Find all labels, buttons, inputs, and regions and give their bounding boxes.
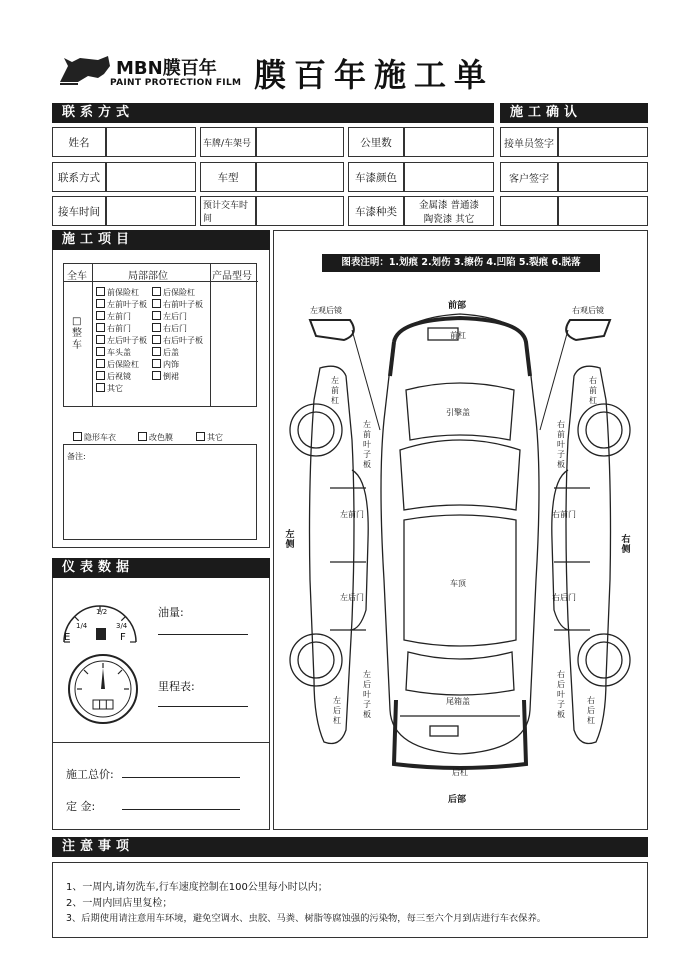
customer-sign-label: 客户签字 <box>500 162 558 192</box>
part-check-2[interactable]: 左前叶子板 <box>96 299 147 310</box>
extra-check-color[interactable]: 改色膜 <box>138 432 173 443</box>
right-front-fender-label: 右前叶子板 <box>557 420 565 469</box>
gauge-half: 1/2 <box>96 608 108 616</box>
col-part: 局部部位 <box>128 271 168 282</box>
left-front-fender-label: 左前叶子板 <box>363 420 371 469</box>
right-view-outline <box>566 366 611 743</box>
part-check-15[interactable]: 倒裙 <box>152 371 179 382</box>
fuel-field[interactable] <box>158 634 248 635</box>
full-car-label: 整车 <box>72 328 82 351</box>
confirm-blank-2[interactable] <box>558 196 648 226</box>
note-3: 3、后期使用请注意用车环境，避免空调水、虫胶、马粪、树脂等腐蚀强的污染物，每三至六个月到店进行车衣保养。 <box>66 913 547 924</box>
staff-sign-label: 接单员签字 <box>500 127 558 157</box>
meter-header: 仪表数据 <box>52 558 270 578</box>
part-check-10[interactable]: 车头盖 <box>96 347 131 358</box>
mileage-field[interactable] <box>404 127 494 157</box>
confirm-header: 施工确认 <box>500 103 648 123</box>
phone-label: 联系方式 <box>52 162 106 192</box>
right-front-bar-label: 右前杠 <box>589 376 597 405</box>
roof-label: 车顶 <box>450 579 466 588</box>
note-1: 1、一周内,请勿洗车,行车速度控制在100公里每小时以内； <box>66 882 328 893</box>
right-rear-door-label: 右后门 <box>552 593 576 602</box>
fuel-label: 油量: <box>158 606 184 619</box>
delivery-time-field[interactable] <box>256 196 344 226</box>
paint-options-line1: 金属漆 普通漆 <box>418 200 480 211</box>
paint-type-label: 车漆种类 <box>348 196 404 226</box>
gauge-three-quarter: 3/4 <box>116 622 128 630</box>
pickup-time-field[interactable] <box>106 196 196 226</box>
col-full: 全车 <box>67 271 87 282</box>
contact-header: 联系方式 <box>52 103 494 123</box>
full-car-checkbox[interactable]: □ <box>72 316 82 327</box>
mileage-label: 公里数 <box>348 127 404 157</box>
right-front-door-label: 右前门 <box>552 510 576 519</box>
items-header: 施工项目 <box>52 230 270 250</box>
diagram-right: 右侧 <box>621 535 631 555</box>
staff-sign-field[interactable] <box>558 127 648 157</box>
note-2: 2、一周内回店里复检； <box>66 898 173 909</box>
part-check-12[interactable]: 后保险杠 <box>96 359 139 370</box>
remark-label: 备注: <box>67 452 86 461</box>
rear-bumper-label: 后杠 <box>452 768 468 777</box>
customer-sign-field[interactable] <box>558 162 648 192</box>
left-front-door-label: 左前门 <box>340 510 364 519</box>
paint-type-options[interactable] <box>404 196 494 226</box>
fuel-gauge-icon <box>58 590 142 650</box>
confirm-blank-1[interactable] <box>500 196 558 226</box>
diagram-front: 前部 <box>448 301 467 311</box>
top-view-outline <box>381 314 539 754</box>
deposit-field[interactable] <box>122 798 240 810</box>
left-front-bar-label: 左前杠 <box>331 376 339 405</box>
part-check-16[interactable]: 其它 <box>96 383 123 394</box>
part-check-8[interactable]: 左后叶子板 <box>96 335 147 346</box>
phone-field[interactable] <box>106 162 196 192</box>
extra-check-ppf[interactable]: 隐形车衣 <box>73 432 116 443</box>
col-product: 产品型号 <box>212 271 252 282</box>
left-rear-bar-label: 左后杠 <box>333 696 341 725</box>
part-check-3[interactable]: 右前叶子板 <box>152 299 203 310</box>
trunk-label: 尾箱盖 <box>446 697 470 706</box>
part-check-5[interactable]: 左后门 <box>152 311 187 322</box>
paint-options-line2: 陶瓷漆 其它 <box>423 214 475 225</box>
part-check-4[interactable]: 左前门 <box>96 311 131 322</box>
delivery-time-label: 预计交车时间 <box>200 196 256 226</box>
plate-field[interactable] <box>256 127 344 157</box>
deposit-text: 定 金: <box>66 800 96 813</box>
gauge-quarter: 1/4 <box>76 622 88 630</box>
part-check-13[interactable]: 内饰 <box>152 359 179 370</box>
right-rear-bar-label: 右后杠 <box>587 696 595 725</box>
brand-name: MBN膜百年 <box>116 58 217 79</box>
paint-color-label: 车漆颜色 <box>348 162 404 192</box>
diagram-legend: 图表注明：1.划痕 2.划伤 3.擦伤 4.凹陷 5.裂痕 6.脱落 <box>322 254 600 272</box>
notes-header: 注意事项 <box>52 837 648 857</box>
model-field[interactable] <box>256 162 344 192</box>
gauge-empty: E <box>64 632 71 643</box>
paint-color-field[interactable] <box>404 162 494 192</box>
part-check-11[interactable]: 后盖 <box>152 347 179 358</box>
gauge-full: F <box>120 632 126 643</box>
right-rear-fender-label: 右后叶子板 <box>557 670 565 719</box>
part-check-9[interactable]: 右后叶子板 <box>152 335 203 346</box>
part-check-1[interactable]: 后保险杠 <box>152 287 195 298</box>
brand-logo <box>58 52 114 88</box>
left-rear-fender-label: 左后叶子板 <box>363 670 371 719</box>
part-check-6[interactable]: 右前门 <box>96 323 131 334</box>
left-rear-door-label: 左后门 <box>340 593 364 602</box>
hood-label: 引擎盖 <box>446 408 470 417</box>
name-field[interactable] <box>106 127 196 157</box>
right-mirror-label: 右观后镜 <box>572 306 604 315</box>
bull-icon <box>58 52 114 88</box>
mileage-meter-field[interactable] <box>158 706 248 707</box>
page-title: 膜百年施工单 <box>254 56 495 94</box>
left-view-outline <box>310 366 355 743</box>
total-field[interactable] <box>122 766 240 778</box>
mileage-meter-label: 里程表: <box>158 680 195 693</box>
diagram-rear: 后部 <box>448 795 467 805</box>
remark-box[interactable] <box>63 444 257 540</box>
total-label: 施工总价: <box>66 768 114 781</box>
model-label: 车型 <box>200 162 256 192</box>
extra-check-other[interactable]: 其它 <box>196 432 223 443</box>
diagram-left: 左侧 <box>285 530 295 550</box>
part-check-14[interactable]: 后视镜 <box>96 371 131 382</box>
plate-label: 车牌/车架号 <box>200 127 256 157</box>
odometer-icon <box>66 652 140 726</box>
part-check-0[interactable]: 前保险杠 <box>96 287 139 298</box>
name-label: 姓名 <box>52 127 106 157</box>
brand-subtitle: PAINT PROTECTION FILM <box>110 78 242 88</box>
part-check-7[interactable]: 右后门 <box>152 323 187 334</box>
pickup-time-label: 接车时间 <box>52 196 106 226</box>
front-bumper-label: 前杠 <box>450 331 466 340</box>
left-mirror-label: 左观后镜 <box>310 306 342 315</box>
